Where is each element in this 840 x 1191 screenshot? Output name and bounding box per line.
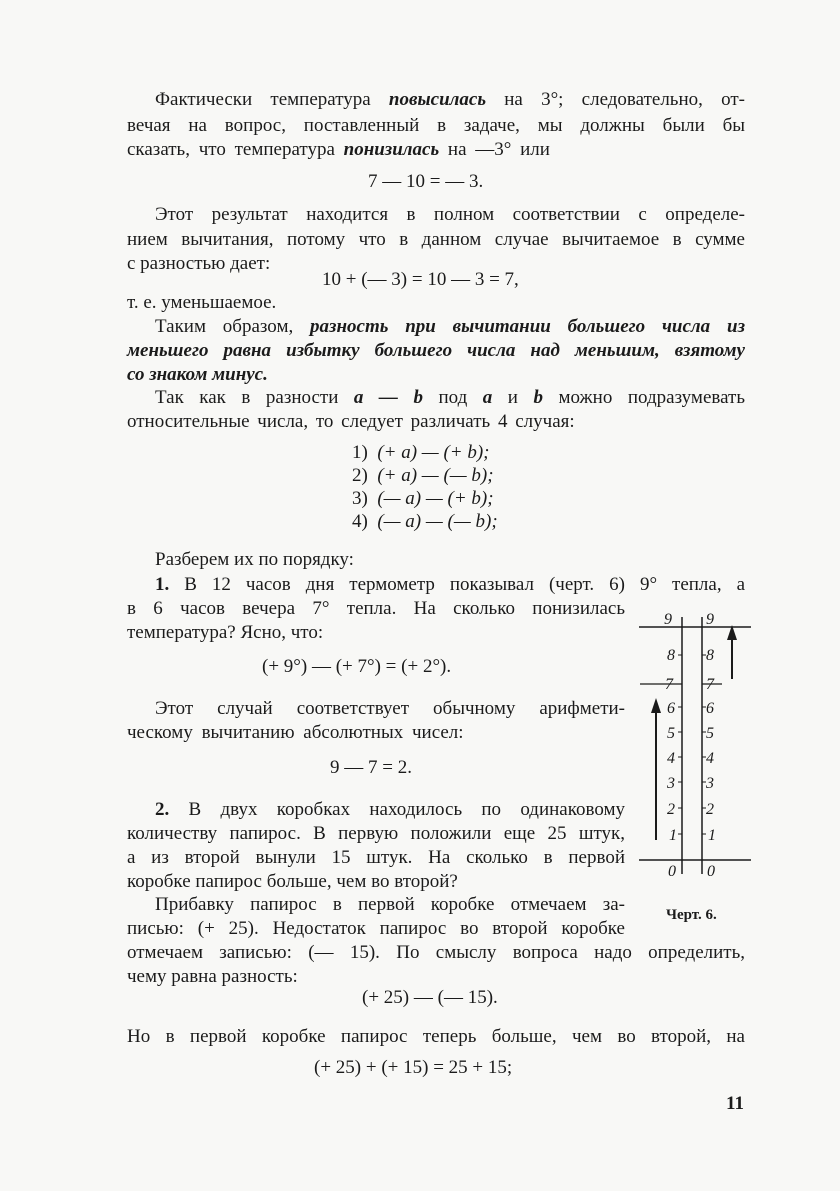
right-label-7: 7 [706, 676, 714, 693]
case-expression: (+ a) — (+ b); [377, 442, 490, 463]
para6-line1 [155, 573, 745, 597]
math-var: a — b [353, 387, 423, 408]
text: сказать, что температура [127, 139, 335, 160]
formula-temperature: (+ 9°) — (+ 7°) = (+ 2°). [262, 656, 452, 677]
para8-line1 [155, 798, 625, 822]
para2-line4: т. е. уменьшаемое. [127, 292, 277, 313]
right-label-1: 1 [708, 827, 716, 844]
para10-line1: Но в первой коробке папирос теперь больше, чем во второй, на [127, 1026, 745, 1047]
left-label-4: 4 [667, 750, 675, 767]
para1-line3 [127, 138, 550, 162]
para3-line3: со знаком минус. [127, 364, 268, 385]
formula-check: 10 + (— 3) = 10 — 3 = 7, [322, 269, 519, 290]
emphasis: повысилась [388, 89, 487, 110]
right-label-5: 5 [706, 725, 714, 742]
figure-caption: Черт. 6. [666, 907, 717, 923]
text: В двух коробках находилось по одинаковому [188, 799, 626, 820]
para3-line1 [155, 315, 745, 339]
text: Так как в разности [155, 387, 339, 408]
right-label-8: 8 [706, 647, 714, 664]
formula-9-minus-7: 9 — 7 = 2. [330, 757, 412, 778]
thermometer-figure [636, 612, 756, 882]
right-label-2: 2 [706, 801, 714, 818]
para9-line4: чему равна разность: [127, 966, 298, 987]
left-label-9: 9 [664, 612, 672, 628]
case-number: 4) [352, 511, 368, 532]
page-number: 11 [726, 1093, 744, 1114]
emphasis: понизилась [343, 139, 440, 160]
right-label-4: 4 [706, 750, 714, 767]
para2-line1: Этот результат находится в полном соответствии с определе- [155, 204, 745, 225]
text: Таким образом, [155, 316, 294, 337]
left-label-3: 3 [667, 775, 675, 792]
text: под [438, 387, 468, 408]
para2-line3: с разностью дает: [127, 253, 271, 274]
para5: Разберем их по порядку: [155, 549, 354, 570]
case-list-item [352, 441, 490, 465]
para8-line3: а из второй вынули 15 штук. На сколько в первой [127, 847, 625, 868]
para9-line2: писью: (+ 25). Недостаток папирос во второй коробке [127, 918, 625, 939]
left-scale-labels [664, 612, 677, 880]
math-var: b [533, 387, 543, 408]
left-label-5: 5 [667, 725, 675, 742]
left-label-8: 8 [667, 647, 675, 664]
case-list-item [352, 464, 494, 488]
case-expression: (+ a) — (— b); [377, 465, 494, 486]
para8-line2: количеству папирос. В первую положили еще 25 штук, [127, 823, 625, 844]
para9-line1: Прибавку папирос в первой коробке отмечаем за- [155, 894, 625, 915]
para9-line3: отмечаем записью: (— 15). По смыслу вопроса надо определить, [127, 942, 745, 963]
item-number: 1. [155, 574, 170, 595]
para3-line2: меньшего равна избытку большего числа над меньшим, взятому [127, 340, 745, 361]
math-var: a [482, 387, 493, 408]
para7-line2: ческому вычитанию абсолютных чисел: [127, 722, 464, 743]
case-list-item [352, 487, 494, 511]
left-label-0: 0 [668, 863, 676, 880]
para1-line1 [155, 88, 745, 112]
emphasis: разность при вычитании большего числа из [310, 316, 745, 337]
right-scale-labels [705, 612, 716, 880]
formula-7-minus-10: 7 — 10 = — 3. [368, 171, 484, 192]
case-number: 2) [352, 465, 368, 486]
formula-sum: (+ 25) + (+ 15) = 25 + 15; [314, 1057, 513, 1078]
text: В 12 часов дня термометр показывал (черт. 6) 9° тепла, а [184, 574, 745, 595]
left-label-7: 7 [665, 676, 673, 693]
para6-line2: в 6 часов вечера 7° тепла. На сколько понизилась [127, 598, 625, 619]
formula-difference: (+ 25) — (— 15). [362, 987, 498, 1008]
para4-line2: относительные числа, то следует различать 4 случая: [127, 411, 575, 432]
para6-line3: температура? Ясно, что: [127, 622, 324, 643]
case-expression: (— a) — (— b); [377, 511, 498, 532]
text: на 3°; следовательно, от- [504, 89, 745, 110]
para7-line1: Этот случай соответствует обычному арифмети- [155, 698, 625, 719]
right-label-3: 3 [706, 775, 714, 792]
para4-line1 [155, 386, 745, 410]
case-number: 1) [352, 442, 368, 463]
left-label-1: 1 [669, 827, 677, 844]
right-label-9: 9 [706, 612, 714, 628]
text: Фактически температура [155, 89, 371, 110]
case-expression: (— a) — (+ b); [377, 488, 494, 509]
case-number: 3) [352, 488, 368, 509]
left-label-2: 2 [667, 801, 675, 818]
item-number: 2. [155, 799, 170, 820]
para2-line2: нием вычитания, потому что в данном случае вычитаемое в сумме [127, 229, 745, 250]
right-label-0: 0 [707, 863, 715, 880]
left-label-6: 6 [667, 700, 675, 717]
para1-line2: вечая на вопрос, поставленный в задаче, мы должны были бы [127, 115, 745, 136]
case-list-item [352, 510, 498, 534]
text: и [507, 387, 518, 408]
right-label-6: 6 [706, 700, 714, 717]
text: можно подразумевать [558, 387, 746, 408]
para8-line4: коробке папирос больше, чем во второй? [127, 871, 458, 892]
text: на —3° или [447, 139, 550, 160]
